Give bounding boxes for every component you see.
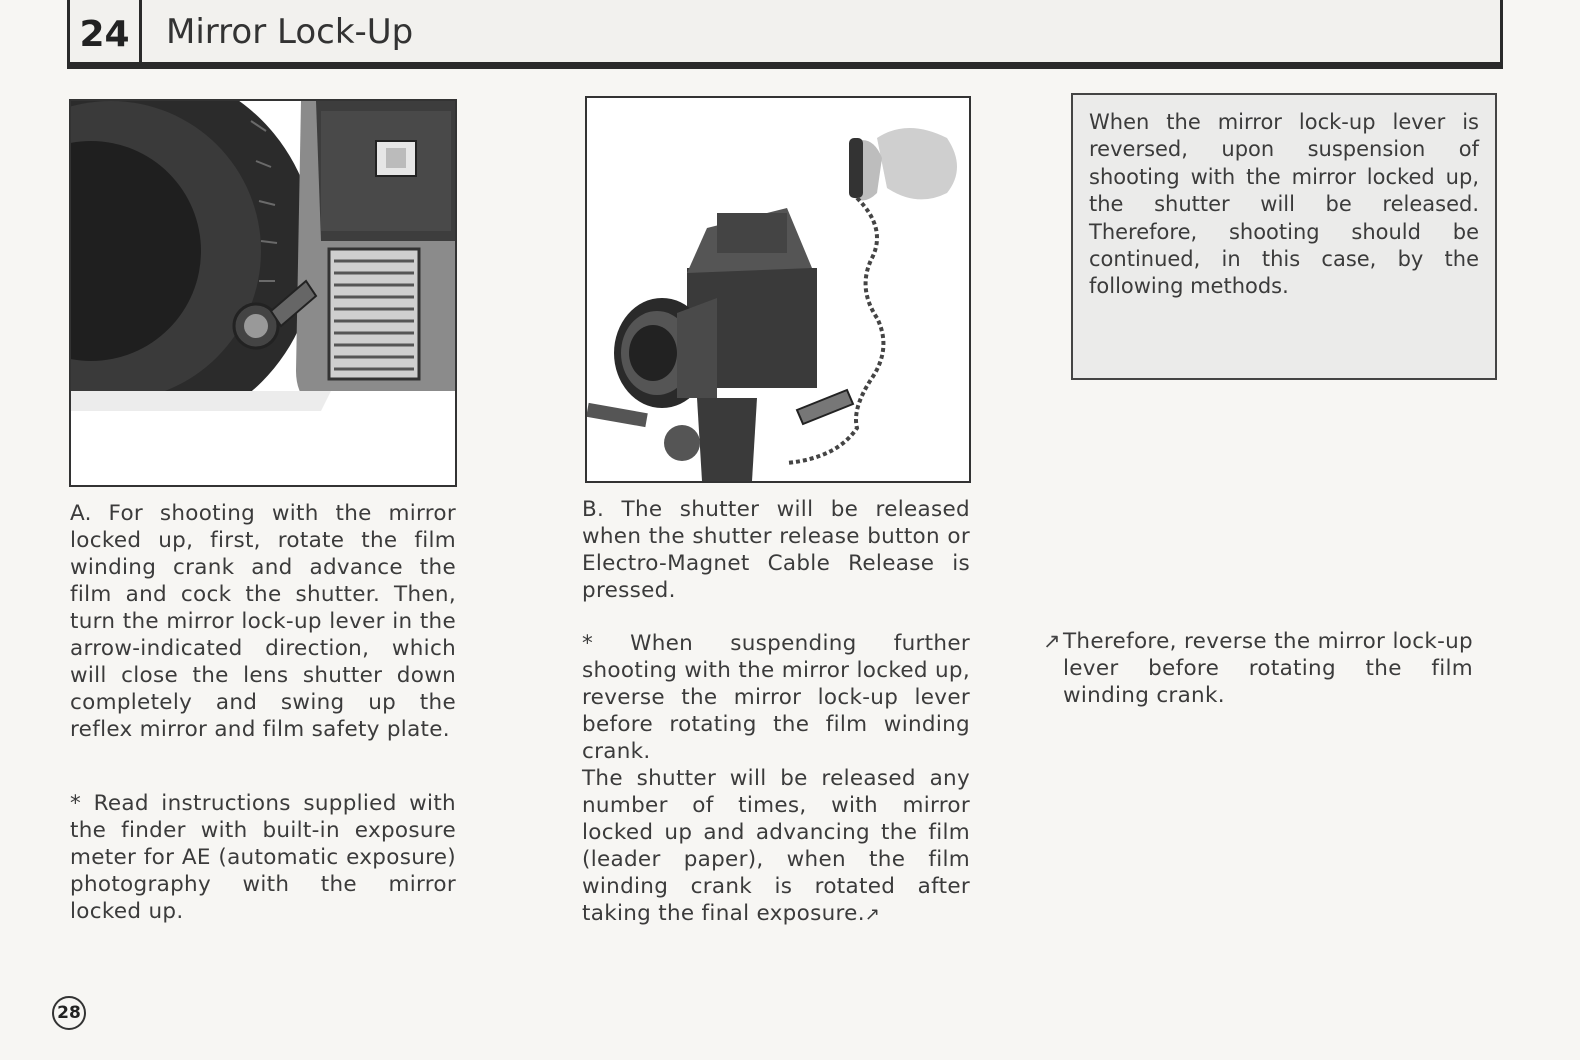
section-title: Mirror Lock-Up [166, 12, 414, 52]
note-box-text: When the mirror lock-up lever is reversed, upon suspension of shooting with the mirror locked up, the shutter will be released. Therefore, shooting should be continued, in this case, by the following methods. [1089, 110, 1479, 299]
section-header [67, 0, 1503, 66]
continue-arrow-icon: ↗ [864, 904, 881, 925]
header-rule [67, 62, 1503, 69]
camera-tripod-illustration [587, 98, 969, 481]
step-c-paragraph-wrap [1043, 628, 1473, 709]
step-b-paragraph: B. The shutter will be released when the shutter release button or Electro-Magnet Cable Release is pressed. [582, 497, 970, 603]
note-box [1071, 93, 1497, 380]
step-b-note-2 [582, 765, 970, 928]
photo-mirror-lockup-lever [69, 99, 457, 487]
step-b-note-1: * When suspending further shooting with the mirror locked up, reverse the mirror lock-up lever before rotating the film winding crank. [582, 631, 970, 764]
step-a-note: * Read instructions supplied with the finder with built-in exposure meter for AE (automatic exposure) photography with the mirror locked up. [70, 791, 456, 924]
page-number: 28 [52, 996, 86, 1030]
photo-camera-cable-release [585, 96, 971, 483]
continued-arrow-icon: ↗ [1043, 629, 1061, 653]
step-c-paragraph: Therefore, reverse the mirror lock-up lever before rotating the film winding crank. [1063, 629, 1473, 708]
step-a-paragraph: A. For shooting with the mirror locked up, first, rotate the film winding crank and advance the film and cock the shutter. Then, turn the mirror lock-up lever in the arrow-indicated direction, which will close the lens shutter down completely and swing up the reflex mirror and film safety plate. [70, 501, 456, 742]
section-number: 24 [70, 0, 142, 63]
step-b-notes [582, 630, 970, 928]
step-b-note-2-text: The shutter will be released any number of times, with mirror locked up and advancing the film (leader paper), when the film winding crank is rotated after taking the final exposure. [582, 766, 970, 926]
camera-closeup-illustration [71, 101, 455, 485]
